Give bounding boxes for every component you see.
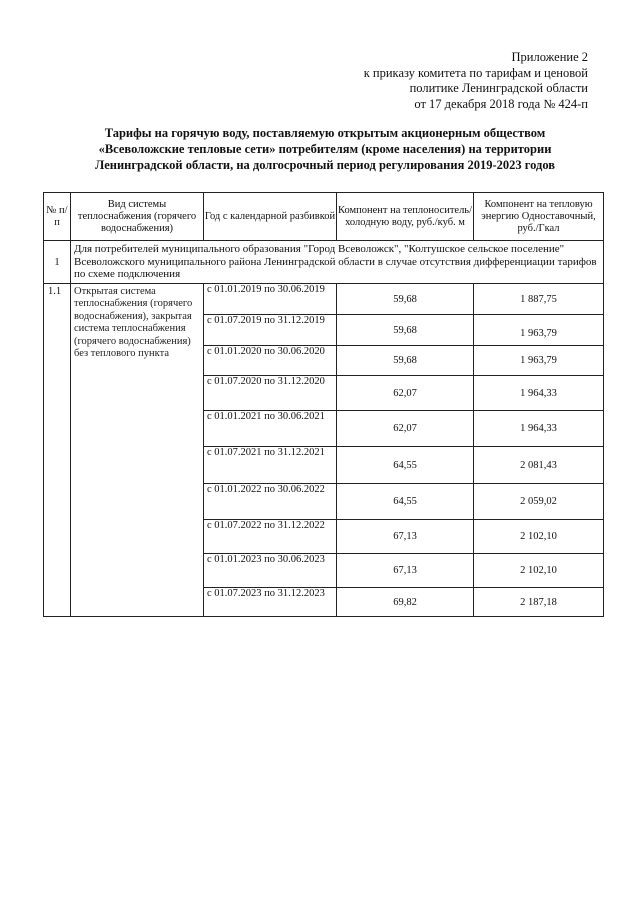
table-row (44, 284, 604, 315)
document-title (60, 125, 590, 173)
carrier-value: 62,07 (337, 376, 474, 411)
carrier-value: 59,68 (337, 346, 474, 376)
energy-value: 1 887,75 (474, 284, 604, 315)
period-cell: с 01.07.2021 по 31.12.2021 (204, 447, 337, 484)
carrier-value: 59,68 (337, 315, 474, 346)
appendix-header (288, 50, 588, 112)
period-cell: с 01.01.2021 по 30.06.2021 (204, 411, 337, 447)
carrier-value: 64,55 (337, 484, 474, 520)
energy-value: 1 963,79 (474, 346, 604, 376)
appendix-number: Приложение 2 (511, 50, 588, 64)
header-carrier: Компонент на теплоноситель/холодную воду, руб./куб. м (337, 193, 474, 241)
header-period: Год с календарной разбивкой (204, 193, 337, 241)
system-type: Открытая система теплоснабжения (горячего водоснабжения), закрытая система теплоснабжения (горячего водоснабжения) без теплового пункта (71, 284, 204, 617)
carrier-value: 67,13 (337, 520, 474, 554)
appendix-order-ref: к приказу комитета по тарифам и ценовой (363, 65, 588, 80)
energy-value: 2 187,18 (474, 588, 604, 617)
period-cell: с 01.01.2022 по 30.06.2022 (204, 484, 337, 520)
section-row (44, 241, 604, 284)
title-line-1: Тарифы на горячую воду, поставляемую открытым акционерным обществом (104, 126, 546, 140)
appendix-date: от 17 декабря 2018 года № 424-п (414, 96, 588, 111)
item-number: 1.1 (44, 284, 71, 617)
energy-value: 2 081,43 (474, 447, 604, 484)
period-cell: с 01.01.2020 по 30.06.2020 (204, 346, 337, 376)
period-cell: с 01.01.2023 по 30.06.2023 (204, 554, 337, 588)
energy-value: 1 964,33 (474, 411, 604, 447)
title-line-2: «Всеволожские тепловые сети» потребителям (кроме населения) на территории (98, 142, 552, 156)
period-cell: с 01.01.2019 по 30.06.2019 (204, 284, 337, 315)
period-cell: с 01.07.2022 по 31.12.2022 (204, 520, 337, 554)
energy-value: 2 102,10 (474, 554, 604, 588)
carrier-value: 59,68 (337, 284, 474, 315)
header-energy: Компонент на тепловую энергию Одноставочный, руб./Гкал (474, 193, 604, 241)
header-num: № п/п (44, 193, 71, 241)
section-description: Для потребителей муниципального образования "Город Всеволожск", "Колтушское сельское поселение" Всеволожского муниципального района Ленинградской области в случае отсутствия дифференциации тарифов по схеме подключения (71, 241, 604, 284)
table-header-row (44, 193, 604, 241)
carrier-value: 62,07 (337, 411, 474, 447)
energy-value: 2 059,02 (474, 484, 604, 520)
header-system: Вид системы теплоснабжения (горячего водоснабжения) (71, 193, 204, 241)
energy-value: 2 102,10 (474, 520, 604, 554)
title-line-3: Ленинградской области, на долгосрочный период регулирования 2019-2023 годов (94, 158, 556, 172)
period-cell: с 01.07.2019 по 31.12.2019 (204, 315, 337, 346)
energy-value: 1 963,79 (474, 315, 604, 346)
tariff-table (43, 192, 604, 617)
carrier-value: 64,55 (337, 447, 474, 484)
appendix-committee: политике Ленинградской области (409, 81, 588, 95)
carrier-value: 67,13 (337, 554, 474, 588)
period-cell: с 01.07.2023 по 31.12.2023 (204, 588, 337, 617)
section-number: 1 (44, 241, 71, 284)
energy-value: 1 964,33 (474, 376, 604, 411)
carrier-value: 69,82 (337, 588, 474, 617)
period-cell: с 01.07.2020 по 31.12.2020 (204, 376, 337, 411)
